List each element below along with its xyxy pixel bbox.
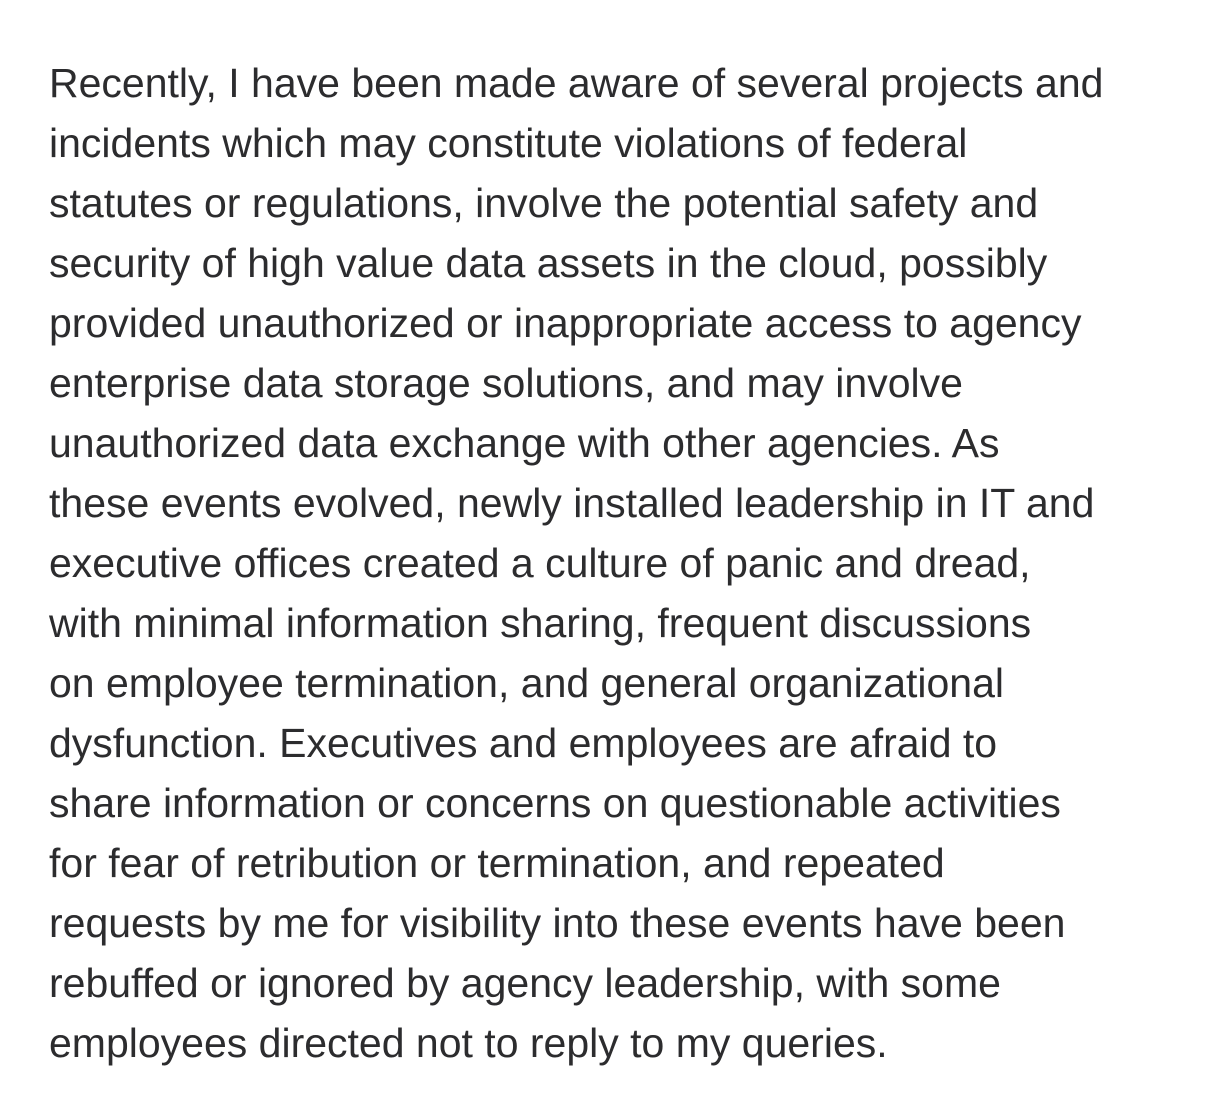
paragraph-line: Recently, I have been made aware of several projects and [49,60,1104,106]
paragraph-line: with minimal information sharing, frequent discussions [49,600,1032,646]
paragraph-line: share information or concerns on questionable activities [49,780,1061,826]
body-paragraph [49,53,1179,1073]
paragraph-line: incidents which may constitute violations of federal [49,120,968,166]
paragraph-line: statutes or regulations, involve the potential safety and [49,180,1039,226]
paragraph-line: enterprise data storage solutions, and may involve [49,360,963,406]
paragraph-line: security of high value data assets in the cloud, possibly [49,240,1048,286]
paragraph-line: these events evolved, newly installed leadership in IT and [49,480,1095,526]
paragraph-line: on employee termination, and general organizational [49,660,1005,706]
paragraph-line: requests by me for visibility into these events have been [49,900,1066,946]
paragraph-line: employees directed not to reply to my queries. [49,1020,888,1066]
paragraph-line: provided unauthorized or inappropriate access to agency [49,300,1082,346]
paragraph-line: for fear of retribution or termination, and repeated [49,840,945,886]
paragraph-line: dysfunction. Executives and employees are afraid to [49,720,998,766]
paragraph-line: unauthorized data exchange with other agencies. As [49,420,1000,466]
paragraph-line: rebuffed or ignored by agency leadership, with some [49,960,1001,1006]
paragraph-line: executive offices created a culture of panic and dread, [49,540,1031,586]
